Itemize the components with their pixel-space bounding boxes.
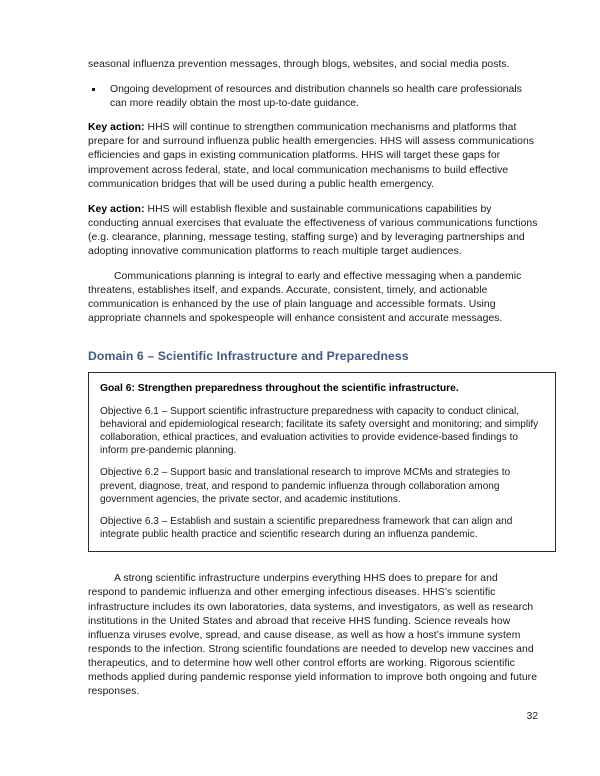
- goal-title: Goal 6: Strengthen preparedness throughout the scientific infrastructure.: [100, 382, 459, 394]
- communications-paragraph: Communications planning is integral to early and effective messaging when a pandemic threatens, establishes itself, and expands. Accurate, consistent, timely, and actionable communication is enhanced by the use of plain language and accessible formats. Using appropriate channels and spokespeople will enhance consistent and accurate messages.: [88, 271, 522, 325]
- objective-6-3: Objective 6.3 – Establish and sustain a scientific preparedness framework that can align and integrate public health practice and scientific research during an influenza pandemic.: [100, 515, 513, 541]
- key-action-paragraph-2: [88, 203, 538, 259]
- key-action-label: Key action:: [88, 122, 145, 134]
- key-action-paragraph-1: [88, 121, 538, 191]
- key-action-label: Key action:: [88, 203, 145, 215]
- section-heading: Domain 6 – Scientific Infrastructure and Preparedness: [88, 348, 409, 363]
- page-number: 32: [526, 711, 538, 722]
- objective-6-1: Objective 6.1 – Support scientific infrastructure preparedness with capacity to conduct clinical, behavioral and epidemiological research; facilitate its safety oversight and monitoring; and simplify collaboration, ethical practices, and evaluation activities to provide evidence-based findings to inform pre-pandemic planning.: [100, 405, 539, 457]
- list-item-text: Ongoing development of resources and distribution channels so health care professionals can more readily obtain the most up-to-date guidance.: [110, 84, 522, 110]
- closing-paragraph: A strong scientific infrastructure underpins everything HHS does to prepare for and respond to pandemic influenza and other emerging infectious diseases. HHS’s scientific infrastructure includes its own laboratories, data systems, and investigators, as well as research institutions in the United States and abroad that receive HHS funding. Science reveals how influenza viruses evolve, spread, and cause disease, as well as how a host’s immune system responds to the infection. Strong scientific foundations are needed to develop new vaccines and therapeutics, and to determine how well other control efforts are working. Rigorous scientific methods applied during pandemic response yield information to improve both ongoing and future responses.: [88, 573, 538, 698]
- bullet-list: [88, 83, 538, 111]
- key-action-body: HHS will establish flexible and sustainable communications capabilities by conducting annual exercises that evaluate the effectiveness of various communications functions (e.g. clearance, planning, message testing, staffing surge) and by leveraging partnerships and adopting innovative communication platforms to reach multiple target audiences.: [88, 203, 538, 258]
- key-action-body: HHS will continue to strengthen communication mechanisms and platforms that prepare for and surround influenza public health emergencies. HHS will assess communications efficiencies and gaps in existing communication platforms. HHS will target these gaps for improvement across federal, state, and local communication mechanisms to build effective communication bridges that will be used during a public health emergency.: [88, 122, 535, 190]
- goal-box: [88, 372, 556, 553]
- objective-6-2: Objective 6.2 – Support basic and translational research to improve MCMs and strategies to prevent, diagnose, treat, and respond to pandemic influenza through collaboration among government agencies, the private sector, and academic institutions.: [100, 467, 511, 505]
- bullet-dot-icon: [92, 88, 95, 91]
- top-continuation-paragraph: seasonal influenza prevention messages, through blogs, websites, and social media posts.: [88, 59, 510, 70]
- list-item: [88, 83, 538, 111]
